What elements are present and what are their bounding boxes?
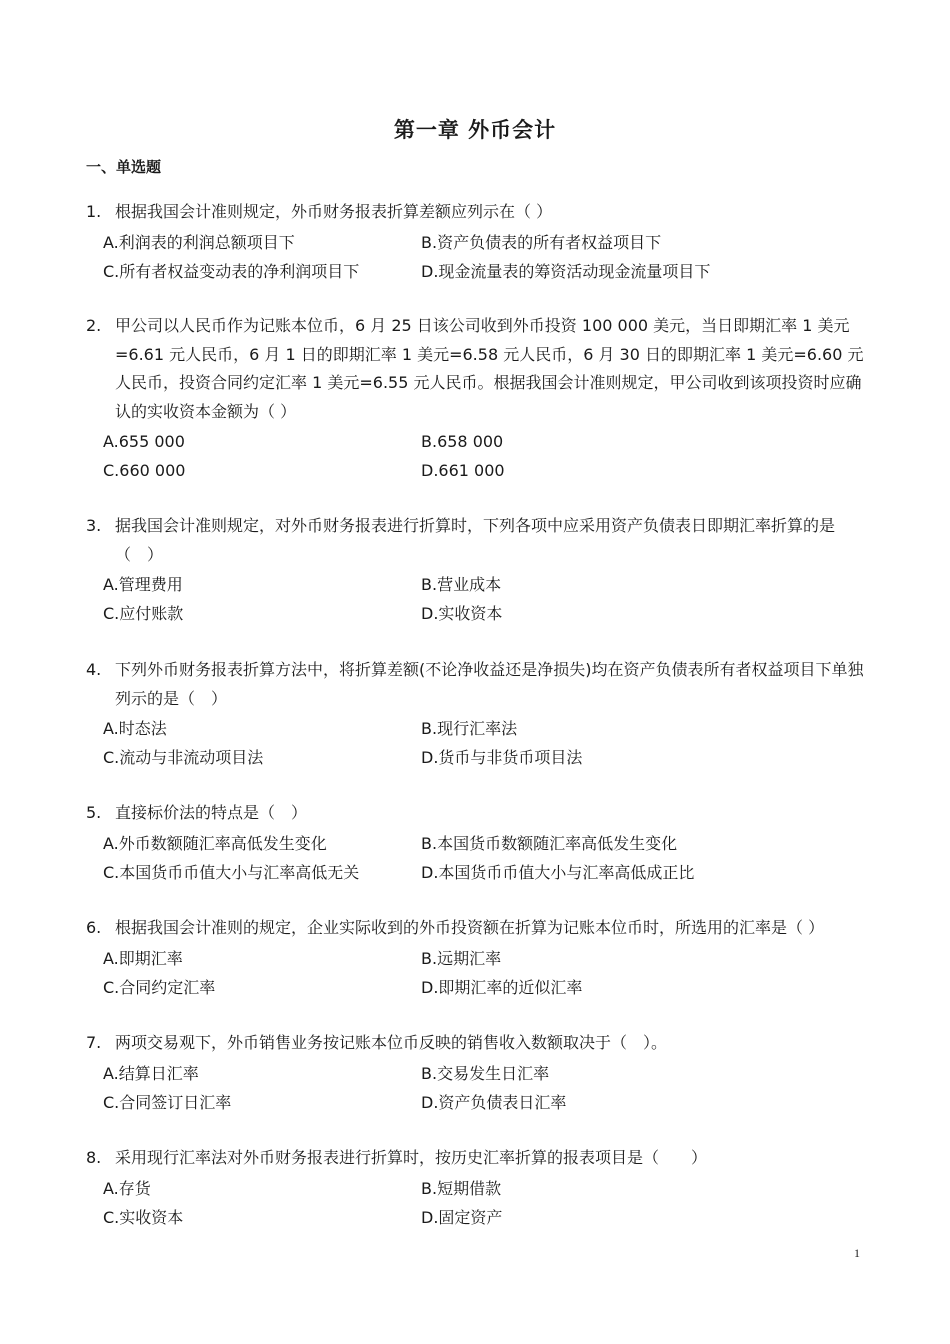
question-3 — [86, 512, 868, 628]
option-d: D.本国货币币值大小与汇率高低成正比 — [421, 862, 695, 882]
question-number: 7. — [86, 1033, 102, 1052]
option-b: B.资产负债表的所有者权益项目下 — [421, 232, 662, 252]
question-number: 8. — [86, 1148, 102, 1167]
option-a: A.利润表的利润总额项目下 — [103, 232, 295, 252]
question-stem: 下列外币财务报表折算方法中，将折算差额(不论净收益还是净损失)均在资产负债表所有者权益项目下单独列示的是（ ） — [115, 660, 864, 708]
question-2 — [86, 312, 868, 485]
option-b: B.交易发生日汇率 — [421, 1063, 550, 1083]
question-5 — [86, 799, 868, 887]
option-a: A.存货 — [103, 1178, 151, 1198]
question-4 — [86, 656, 868, 772]
question-stem: 据我国会计准则规定，对外币财务报表进行折算时，下列各项中应采用资产负债表日即期汇率折算的是（ ） — [115, 516, 836, 564]
option-d: D.现金流量表的筹资活动现金流量项目下 — [421, 261, 711, 281]
option-d: D.资产负债表日汇率 — [421, 1092, 567, 1112]
option-d: D.实收资本 — [421, 604, 503, 623]
question-number: 4. — [86, 660, 102, 679]
question-8 — [86, 1144, 868, 1232]
option-d: D.即期汇率的近似汇率 — [421, 977, 583, 997]
question-stem: 直接标价法的特点是（ ） — [115, 803, 308, 822]
option-d: D.货币与非货币项目法 — [421, 748, 583, 767]
option-c: C.所有者权益变动表的净利润项目下 — [103, 261, 360, 281]
question-stem: 两项交易观下，外币销售业务按记账本位币反映的销售收入数额取决于（ ）。 — [115, 1033, 668, 1052]
question-stem: 根据我国会计准则的规定，企业实际收到的外币投资额在折算为记账本位币时，所选用的汇率是（ ） — [115, 918, 825, 937]
question-stem: 甲公司以人民币作为记账本位币，6 月 25 日该公司收到外币投资 100 000 美元，当日即期汇率 1 美元=6.61 元人民币，6 月 1 日的即期汇率 1 美元=6.58 元人民币，6 月 30 日的即期汇率 1 美元=6.60 元人民币，投资合同约定汇率 1 美元=6.55 元人民币。根据我国会计准则规定，甲公司收到该项投资时应确认的实收资本金额为（ ） — [115, 316, 864, 421]
question-number: 2. — [86, 316, 102, 335]
option-b: B.远期汇率 — [421, 948, 502, 968]
option-c: C.660 000 — [103, 461, 186, 480]
question-number: 1. — [86, 202, 102, 221]
option-d: D.661 000 — [421, 461, 505, 480]
question-stem: 采用现行汇率法对外币财务报表进行折算时，按历史汇率折算的报表项目是（ ） — [115, 1148, 708, 1167]
question-number: 3. — [86, 516, 102, 535]
option-a: A.时态法 — [103, 719, 167, 738]
question-stem: 根据我国会计准则规定，外币财务报表折算差额应列示在（ ） — [115, 202, 553, 221]
option-a: A.即期汇率 — [103, 948, 183, 968]
question-1 — [86, 198, 868, 286]
option-b: B.本国货币数额随汇率高低发生变化 — [421, 833, 678, 853]
option-a: A.结算日汇率 — [103, 1063, 199, 1083]
option-b: B.营业成本 — [421, 575, 502, 594]
option-c: C.流动与非流动项目法 — [103, 748, 264, 767]
page-number: 1 — [854, 1246, 860, 1260]
option-b: B.658 000 — [421, 432, 504, 451]
option-a: A.655 000 — [103, 432, 185, 451]
option-b: B.现行汇率法 — [421, 719, 518, 738]
option-c: C.本国货币币值大小与汇率高低无关 — [103, 862, 360, 882]
option-a: A.外币数额随汇率高低发生变化 — [103, 833, 327, 853]
option-c: C.实收资本 — [103, 1207, 184, 1227]
question-7 — [86, 1029, 868, 1117]
question-number: 6. — [86, 918, 102, 937]
question-number: 5. — [86, 803, 102, 822]
chapter-title: 第一章 外币会计 — [393, 118, 557, 142]
option-c: C.应付账款 — [103, 604, 184, 623]
option-d: D.固定资产 — [421, 1207, 503, 1227]
section-title: 一、单选题 — [86, 158, 162, 176]
option-c: C.合同约定汇率 — [103, 977, 216, 997]
question-6 — [86, 914, 868, 1002]
option-a: A.管理费用 — [103, 575, 183, 594]
option-b: B.短期借款 — [421, 1178, 502, 1198]
option-c: C.合同签订日汇率 — [103, 1092, 232, 1112]
